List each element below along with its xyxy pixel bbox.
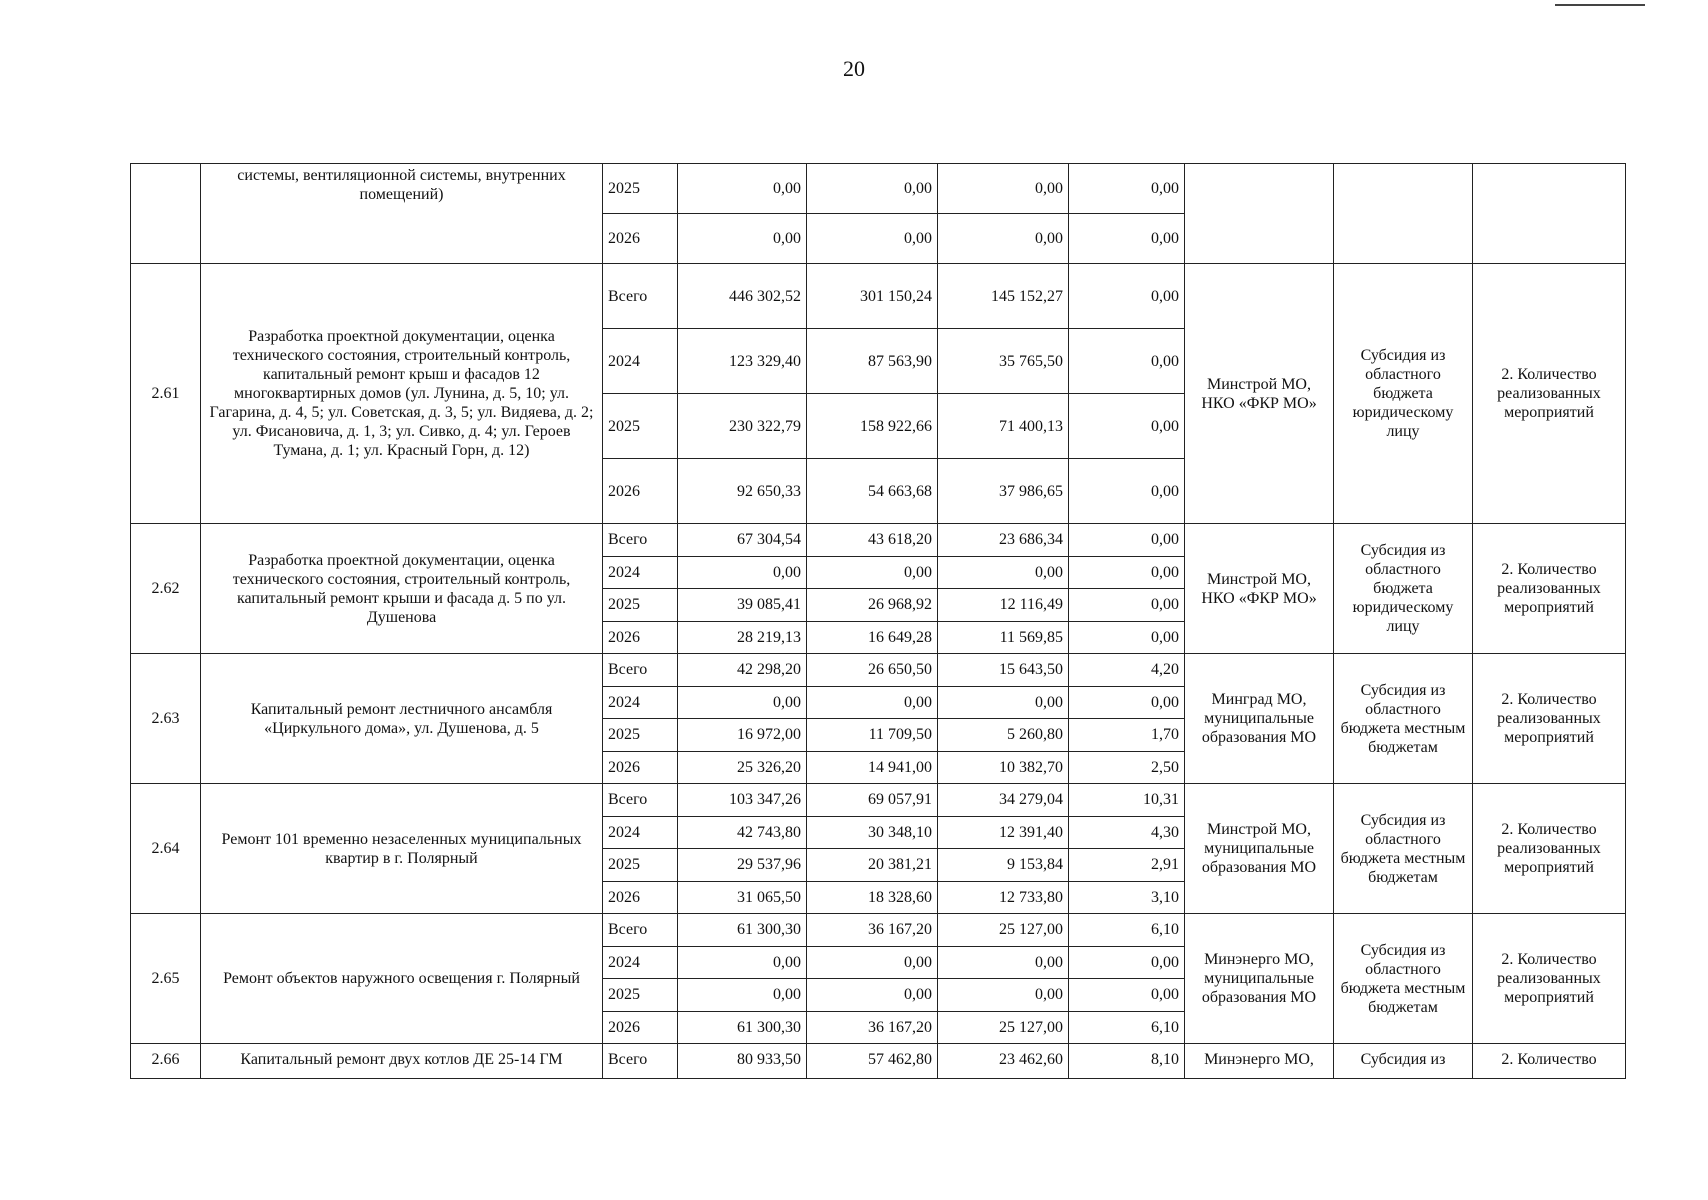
funding-type: Субсидия из областного бюджета юридическому лицу xyxy=(1334,264,1473,524)
other-amount: 0,00 xyxy=(1069,946,1185,979)
year-cell: 2026 xyxy=(603,751,678,784)
funding-type: Субсидия из областного бюджета местным бюджетам xyxy=(1334,784,1473,914)
regional-amount: 0,00 xyxy=(807,164,938,214)
regional-amount: 0,00 xyxy=(807,556,938,589)
regional-amount: 30 348,10 xyxy=(807,816,938,849)
other-amount: 0,00 xyxy=(1069,264,1185,329)
regional-amount: 26 650,50 xyxy=(807,654,938,687)
table-row xyxy=(131,524,1626,557)
row-number: 2.64 xyxy=(131,784,201,914)
result-indicator: 2. Количество реализованных мероприятий xyxy=(1473,654,1626,784)
other-amount: 10,31 xyxy=(1069,784,1185,817)
total-amount: 29 537,96 xyxy=(678,849,807,882)
other-amount: 3,10 xyxy=(1069,881,1185,914)
other-amount: 0,00 xyxy=(1069,394,1185,459)
table-row xyxy=(131,654,1626,687)
responsible-executor: Минград МО, муниципальные образования МО xyxy=(1185,654,1334,784)
municipal-amount: 12 391,40 xyxy=(938,816,1069,849)
funding-type: Субсидия из областного бюджета местным бюджетам xyxy=(1334,654,1473,784)
regional-amount: 26 968,92 xyxy=(807,589,938,622)
total-amount: 39 085,41 xyxy=(678,589,807,622)
responsible-executor: Минстрой МО, НКО «ФКР МО» xyxy=(1185,524,1334,654)
measure-description: Разработка проектной документации, оценка технического состояния, строительный контроль, капитальный ремонт крыш и фасадов 12 многоквартирных домов (ул. Лунина, д. 5, 10; ул. Гагарина, д. 4, 5; ул. Советская, д. 3, 5; ул. Видяева, д. 2; ул. Фисановича, д. 1, 3; ул. Сивко, д. 4; ул. Героев Тумана, д. 1; ул. Красный Горн, д. 12) xyxy=(201,264,603,524)
row-number: 2.66 xyxy=(131,1044,201,1079)
municipal-amount: 0,00 xyxy=(938,946,1069,979)
year-cell: 2025 xyxy=(603,849,678,882)
total-amount: 446 302,52 xyxy=(678,264,807,329)
municipal-amount: 12 733,80 xyxy=(938,881,1069,914)
measure-description: Ремонт объектов наружного освещения г. Полярный xyxy=(201,914,603,1044)
measure-description: Разработка проектной документации, оценка технического состояния, строительный контроль, капитальный ремонт крыши и фасада д. 5 по ул. Душенова xyxy=(201,524,603,654)
result-indicator: 2. Количество реализованных мероприятий xyxy=(1473,264,1626,524)
total-amount: 0,00 xyxy=(678,979,807,1012)
result-indicator: 2. Количество реализованных мероприятий xyxy=(1473,524,1626,654)
municipal-amount: 15 643,50 xyxy=(938,654,1069,687)
municipal-amount: 145 152,27 xyxy=(938,264,1069,329)
total-amount: 42 743,80 xyxy=(678,816,807,849)
municipal-amount: 25 127,00 xyxy=(938,914,1069,947)
other-amount: 0,00 xyxy=(1069,621,1185,654)
municipal-amount: 35 765,50 xyxy=(938,329,1069,394)
year-cell: Всего xyxy=(603,914,678,947)
municipal-amount: 0,00 xyxy=(938,686,1069,719)
total-amount: 0,00 xyxy=(678,946,807,979)
funding-type xyxy=(1334,164,1473,264)
total-amount: 31 065,50 xyxy=(678,881,807,914)
responsible-executor xyxy=(1185,164,1334,264)
year-cell: 2026 xyxy=(603,1011,678,1044)
other-amount: 0,00 xyxy=(1069,459,1185,524)
total-amount: 0,00 xyxy=(678,556,807,589)
regional-amount: 11 709,50 xyxy=(807,719,938,752)
year-cell: 2026 xyxy=(603,459,678,524)
row-number: 2.61 xyxy=(131,264,201,524)
other-amount: 4,30 xyxy=(1069,816,1185,849)
other-amount: 0,00 xyxy=(1069,556,1185,589)
responsible-executor: Минстрой МО, НКО «ФКР МО» xyxy=(1185,264,1334,524)
table-row xyxy=(131,914,1626,947)
other-amount: 2,50 xyxy=(1069,751,1185,784)
regional-amount: 87 563,90 xyxy=(807,329,938,394)
program-table xyxy=(130,163,1626,1079)
municipal-amount: 25 127,00 xyxy=(938,1011,1069,1044)
regional-amount: 0,00 xyxy=(807,686,938,719)
row-number xyxy=(131,164,201,264)
other-amount: 0,00 xyxy=(1069,214,1185,264)
other-amount: 6,10 xyxy=(1069,1011,1185,1044)
municipal-amount: 23 462,60 xyxy=(938,1044,1069,1079)
other-amount: 0,00 xyxy=(1069,979,1185,1012)
total-amount: 67 304,54 xyxy=(678,524,807,557)
municipal-amount: 34 279,04 xyxy=(938,784,1069,817)
municipal-amount: 11 569,85 xyxy=(938,621,1069,654)
total-amount: 123 329,40 xyxy=(678,329,807,394)
municipal-amount: 5 260,80 xyxy=(938,719,1069,752)
table-row xyxy=(131,1044,1626,1079)
municipal-amount: 10 382,70 xyxy=(938,751,1069,784)
other-amount: 6,10 xyxy=(1069,914,1185,947)
total-amount: 0,00 xyxy=(678,686,807,719)
corner-mark xyxy=(1555,4,1645,6)
year-cell: 2024 xyxy=(603,816,678,849)
result-indicator xyxy=(1473,164,1626,264)
total-amount: 28 219,13 xyxy=(678,621,807,654)
other-amount: 2,91 xyxy=(1069,849,1185,882)
other-amount: 0,00 xyxy=(1069,329,1185,394)
responsible-executor: Минстрой МО, муниципальные образования МО xyxy=(1185,784,1334,914)
year-cell: Всего xyxy=(603,524,678,557)
regional-amount: 0,00 xyxy=(807,979,938,1012)
regional-amount: 20 381,21 xyxy=(807,849,938,882)
total-amount: 25 326,20 xyxy=(678,751,807,784)
total-amount: 103 347,26 xyxy=(678,784,807,817)
year-cell: 2026 xyxy=(603,621,678,654)
municipal-amount: 12 116,49 xyxy=(938,589,1069,622)
other-amount: 0,00 xyxy=(1069,524,1185,557)
year-cell: 2025 xyxy=(603,589,678,622)
other-amount: 0,00 xyxy=(1069,589,1185,622)
measure-description: системы, вентиляционной системы, внутренних помещений) xyxy=(201,164,603,264)
result-indicator: 2. Количество реализованных мероприятий xyxy=(1473,784,1626,914)
responsible-executor: Минэнерго МО, муниципальные образования МО xyxy=(1185,914,1334,1044)
total-amount: 80 933,50 xyxy=(678,1044,807,1079)
year-cell: 2026 xyxy=(603,214,678,264)
page-number: 20 xyxy=(843,56,865,81)
row-number: 2.62 xyxy=(131,524,201,654)
year-cell: Всего xyxy=(603,784,678,817)
total-amount: 42 298,20 xyxy=(678,654,807,687)
measure-description: Капитальный ремонт двух котлов ДЕ 25-14 ГМ xyxy=(201,1044,603,1079)
regional-amount: 18 328,60 xyxy=(807,881,938,914)
year-cell: Всего xyxy=(603,654,678,687)
total-amount: 0,00 xyxy=(678,214,807,264)
total-amount: 61 300,30 xyxy=(678,1011,807,1044)
regional-amount: 158 922,66 xyxy=(807,394,938,459)
regional-amount: 36 167,20 xyxy=(807,1011,938,1044)
regional-amount: 14 941,00 xyxy=(807,751,938,784)
regional-amount: 36 167,20 xyxy=(807,914,938,947)
regional-amount: 16 649,28 xyxy=(807,621,938,654)
table-row xyxy=(131,164,1626,214)
other-amount: 1,70 xyxy=(1069,719,1185,752)
row-number: 2.63 xyxy=(131,654,201,784)
municipal-amount: 23 686,34 xyxy=(938,524,1069,557)
municipal-amount: 0,00 xyxy=(938,214,1069,264)
result-indicator: 2. Количество реализованных мероприятий xyxy=(1473,914,1626,1044)
year-cell: 2025 xyxy=(603,979,678,1012)
year-cell: 2025 xyxy=(603,394,678,459)
total-amount: 16 972,00 xyxy=(678,719,807,752)
total-amount: 0,00 xyxy=(678,164,807,214)
municipal-amount: 0,00 xyxy=(938,164,1069,214)
total-amount: 61 300,30 xyxy=(678,914,807,947)
year-cell: Всего xyxy=(603,264,678,329)
regional-amount: 301 150,24 xyxy=(807,264,938,329)
funding-type: Субсидия из областного бюджета юридическому лицу xyxy=(1334,524,1473,654)
total-amount: 230 322,79 xyxy=(678,394,807,459)
regional-amount: 0,00 xyxy=(807,214,938,264)
municipal-amount: 37 986,65 xyxy=(938,459,1069,524)
funding-type: Субсидия из xyxy=(1334,1044,1473,1079)
total-amount: 92 650,33 xyxy=(678,459,807,524)
municipal-amount: 0,00 xyxy=(938,556,1069,589)
regional-amount: 54 663,68 xyxy=(807,459,938,524)
regional-amount: 69 057,91 xyxy=(807,784,938,817)
year-cell: 2024 xyxy=(603,946,678,979)
year-cell: 2024 xyxy=(603,686,678,719)
regional-amount: 57 462,80 xyxy=(807,1044,938,1079)
municipal-amount: 9 153,84 xyxy=(938,849,1069,882)
row-number: 2.65 xyxy=(131,914,201,1044)
year-cell: Всего xyxy=(603,1044,678,1079)
year-cell: 2024 xyxy=(603,556,678,589)
responsible-executor: Минэнерго МО, xyxy=(1185,1044,1334,1079)
measure-description: Капитальный ремонт лестничного ансамбля «Циркульного дома», ул. Душенова, д. 5 xyxy=(201,654,603,784)
municipal-amount: 0,00 xyxy=(938,979,1069,1012)
year-cell: 2025 xyxy=(603,164,678,214)
measure-description: Ремонт 101 временно незаселенных муниципальных квартир в г. Полярный xyxy=(201,784,603,914)
other-amount: 8,10 xyxy=(1069,1044,1185,1079)
year-cell: 2026 xyxy=(603,881,678,914)
other-amount: 0,00 xyxy=(1069,164,1185,214)
table-row xyxy=(131,264,1626,329)
funding-type: Субсидия из областного бюджета местным бюджетам xyxy=(1334,914,1473,1044)
year-cell: 2025 xyxy=(603,719,678,752)
other-amount: 4,20 xyxy=(1069,654,1185,687)
regional-amount: 0,00 xyxy=(807,946,938,979)
result-indicator: 2. Количество xyxy=(1473,1044,1626,1079)
table-row xyxy=(131,784,1626,817)
municipal-amount: 71 400,13 xyxy=(938,394,1069,459)
other-amount: 0,00 xyxy=(1069,686,1185,719)
regional-amount: 43 618,20 xyxy=(807,524,938,557)
year-cell: 2024 xyxy=(603,329,678,394)
